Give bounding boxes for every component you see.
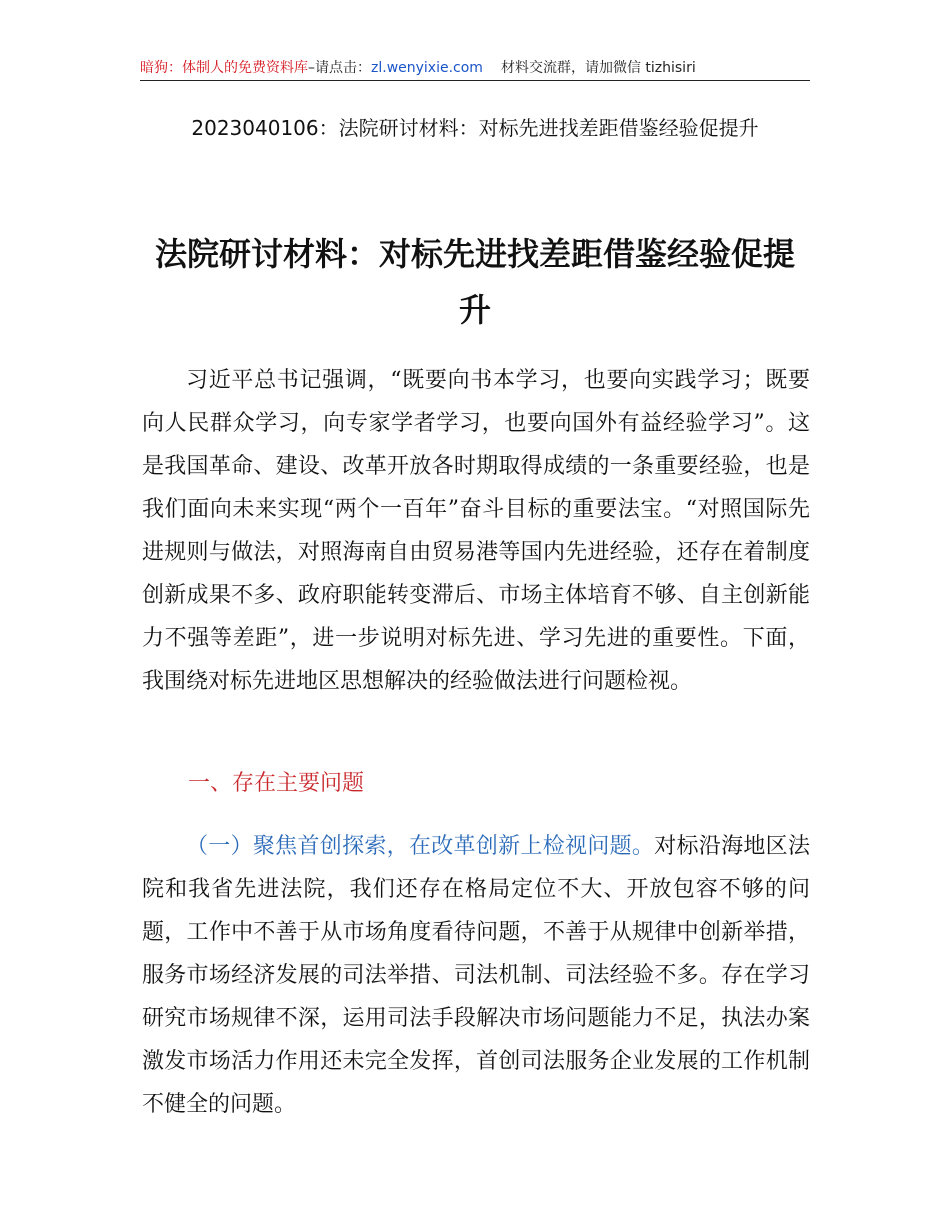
section-heading: 一、存在主要问题 bbox=[188, 771, 365, 796]
subsection-paragraph bbox=[142, 825, 810, 1126]
subsection-heading: （一）聚焦首创探索，在改革创新上检视问题。 bbox=[186, 834, 655, 859]
document-id: 2023040106：法院研讨材料：对标先进找差距借鉴经验促提升 bbox=[191, 116, 759, 140]
header-divider bbox=[140, 80, 810, 81]
header-brand: 暗狗：体制人的免费资料库 bbox=[140, 60, 308, 76]
subsection-text: 对标沿海地区法院和我省先进法院，我们还存在格局定位不大、开放包容不够的问题，工作中不善于从市场角度看待问题，不善于从规律中创新举措，服务市场经济发展的司法举措、司法机制、司法经验不多。存在学习研究市场规律不深，运用司法手段解决市场问题能力不足，执法办案激发市场活力作用还未完全发挥，首创司法服务企业发展的工作机制不健全的问题。 bbox=[142, 834, 810, 1117]
document-title: 法院研讨材料：对标先进找差距借鉴经验促提升 bbox=[154, 235, 795, 329]
header-prompt: –请点击： bbox=[308, 60, 371, 76]
header-link[interactable]: zl.wenyixie.com bbox=[371, 60, 483, 76]
intro-paragraph: 习近平总书记强调，“既要向书本学习，也要向实践学习；既要向人民群众学习，向专家学者学习，也要向国外有益经验学习”。这是我国革命、建设、改革开放各时期取得成绩的一条重要经验，也是我们面向未来实现“两个一百年”奋斗目标的重要法宝。“对照国际先进规则与做法，对照海南自由贸易港等国内先进经验，还存在着制度创新成果不多、政府职能转变滞后、市场主体培育不够、自主创新能力不强等差距”，进一步说明对标先进、学习先进的重要性。下面，我围绕对标先进地区思想解决的经验做法进行问题检视。 bbox=[142, 368, 810, 694]
header-contact: 材料交流群，请加微信 tizhisiri bbox=[500, 60, 696, 76]
page-header bbox=[140, 58, 810, 80]
